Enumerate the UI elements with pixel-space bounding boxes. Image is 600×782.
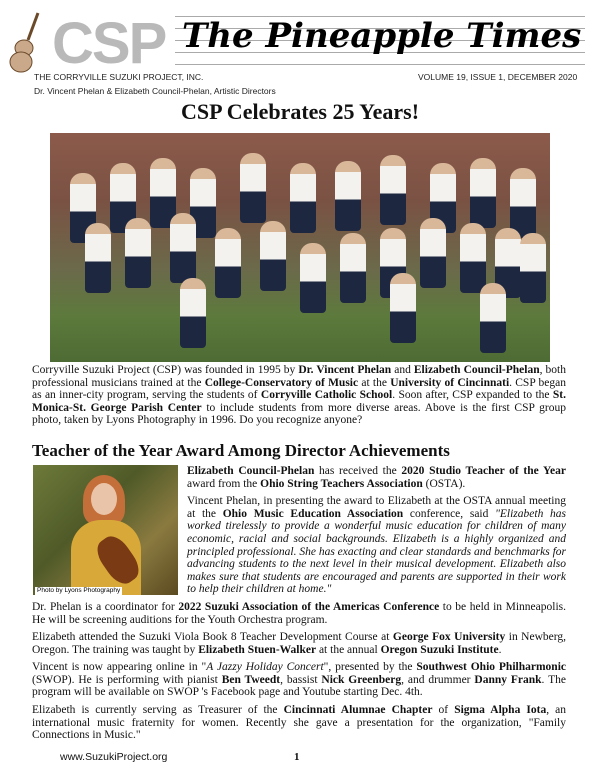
text-segment: Vincent is now appearing online in " [32, 661, 207, 674]
portrait-photo [33, 465, 178, 595]
bold-text: George Fox University [392, 631, 506, 644]
text-segment: . CSP began as an inner-city program, serving the students of [32, 376, 566, 402]
student-figure [510, 168, 536, 238]
conference-paragraph [32, 601, 566, 626]
intro-paragraph [32, 364, 566, 427]
group-photo [50, 133, 550, 362]
italic-text: A Jazzy Holiday Concert [206, 661, 324, 674]
bold-text: Sigma Alpha Iota [454, 704, 547, 717]
text-segment: conference, said [403, 507, 496, 520]
student-figure [470, 158, 496, 228]
text-segment: at the [358, 376, 391, 389]
bold-text: Ohio String Teachers Association [260, 477, 423, 490]
student-figure [85, 223, 111, 293]
text-segment: to be held in Minneapolis. He will be screening auditions for the Youth Orchestra program. [32, 600, 566, 626]
student-figure [180, 278, 206, 348]
student-figure [170, 213, 196, 283]
student-figure [290, 163, 316, 233]
bold-text: Ben Tweedt [221, 673, 281, 686]
bold-text: Ohio Music Education Association [222, 507, 404, 520]
text-segment: at the annual [316, 643, 381, 656]
bold-text: Elizabeth Council-Phelan [413, 364, 540, 376]
concert-paragraph [32, 661, 566, 699]
bold-text: University of Cincinnati [390, 376, 510, 389]
violin-logo-icon [8, 10, 48, 75]
award-block [32, 465, 566, 601]
student-figure [340, 233, 366, 303]
bold-text: Danny Frank [474, 673, 542, 686]
text-segment: . Soon after, CSP expanded to the [392, 389, 553, 402]
student-figure [390, 273, 416, 343]
section-heading: Teacher of the Year Award Among Director Achievements [32, 440, 450, 460]
text-segment: Corryville Suzuki Project (CSP) was founded in 1995 by [32, 364, 299, 376]
student-figure [125, 218, 151, 288]
text-segment: , and drummer [401, 673, 475, 686]
text-segment: Dr. Phelan is a coordinator for [32, 600, 179, 613]
article-body [32, 364, 566, 766]
bold-text: Southwest Ohio Philharmonic [416, 661, 566, 674]
bold-text: St. Monica-St. George Parish Center [32, 389, 566, 414]
student-figure [380, 155, 406, 225]
artistic-directors: Dr. Vincent Phelan & Elizabeth Council-Phelan, Artistic Directors [34, 86, 276, 96]
page-number: 1 [294, 750, 300, 763]
text-segment: and [391, 364, 414, 376]
text-segment: . The program will be available on SWOP 's Facebook page and Youtube starting Dec. 4th. [32, 673, 566, 699]
bold-text: Elizabeth Council-Phelan [187, 464, 315, 477]
newsletter-masthead: The Pineapple Times [182, 16, 582, 56]
bold-text: 2022 Suzuki Association of the Americas Conference [178, 600, 440, 613]
text-segment: ", presented by the [323, 661, 417, 674]
bold-text: 2020 Studio Teacher of the Year [401, 464, 566, 477]
bold-text: Oregon Suzuki Institute [380, 643, 499, 656]
organization-name: THE CORRYVILLE SUZUKI PROJECT, INC. [34, 72, 204, 82]
bold-text: College-Conservatory of Music [204, 376, 359, 389]
bold-text: Cincinnati Alumnae Chapter [283, 704, 433, 717]
text-segment: . [498, 643, 502, 656]
text-segment: , an international music fraternity for women. Recently she gave a presentation for the organization, "Family Connections in Music." [32, 704, 566, 742]
issue-info: VOLUME 19, ISSUE 1, DECEMBER 2020 [418, 72, 578, 82]
student-figure [260, 221, 286, 291]
bold-text: Dr. Vincent Phelan [298, 364, 392, 376]
student-figure [240, 153, 266, 223]
text-segment: in Newberg, Oregon. The training was taught by [32, 631, 566, 656]
csp-logo: CSP [52, 11, 166, 76]
viola-course-paragraph [32, 631, 566, 656]
student-figure [480, 283, 506, 353]
italic-text: "Elizabeth has worked tirelessly to provide a wonderful music education for children of many economic, racial and social backgrounds. Elizabeth is a highly organized and principled professional. She has exacting and clear standards and benchmarks for advancing students to the next level in their musical development. Elizabeth also makes sure that students are encouraged and parents are supported in their work to help their children at home." [187, 507, 566, 596]
student-figure [460, 223, 486, 293]
text-segment: Elizabeth is currently serving as Treasurer of the [32, 704, 284, 717]
text-segment: to include students from more diverse areas. Above is the first CSP group photo, taken by Lyons Photography in 1996. Do you recognize anyone? [32, 401, 566, 427]
student-figure [335, 161, 361, 231]
student-figure [520, 233, 546, 303]
photo-credit: Photo by Lyons Photography [37, 586, 121, 594]
text-segment: (OSTA). [422, 477, 466, 490]
sigma-alpha-iota-paragraph [32, 704, 566, 742]
text-segment: award from the [187, 477, 261, 490]
text-segment: , both professional musicians trained at the [32, 364, 566, 389]
text-segment: Elizabeth attended the Suzuki Viola Book 8 Teacher Development Course at [32, 631, 393, 644]
text-segment: has received the [314, 464, 402, 477]
text-segment: (SWOP). He is performing with pianist [32, 673, 222, 686]
text-segment: Vincent Phelan, in presenting the award to Elizabeth at the OSTA annual meeting at the [187, 495, 566, 520]
page-title: CSP Celebrates 25 Years! [180, 99, 420, 124]
bold-text: Nick Greenberg [321, 673, 402, 686]
student-figure [420, 218, 446, 288]
student-figure [300, 243, 326, 313]
text-segment: of [432, 704, 455, 717]
student-figure [215, 228, 241, 298]
page-footer [32, 750, 566, 766]
portrait-photo-frame [33, 465, 178, 595]
website-link[interactable]: www.SuzukiProject.org [60, 750, 168, 763]
bold-text: Elizabeth Stuen-Walker [198, 643, 317, 656]
bold-text: Corryville Catholic School [260, 389, 393, 402]
text-segment: , bassist [280, 673, 322, 686]
